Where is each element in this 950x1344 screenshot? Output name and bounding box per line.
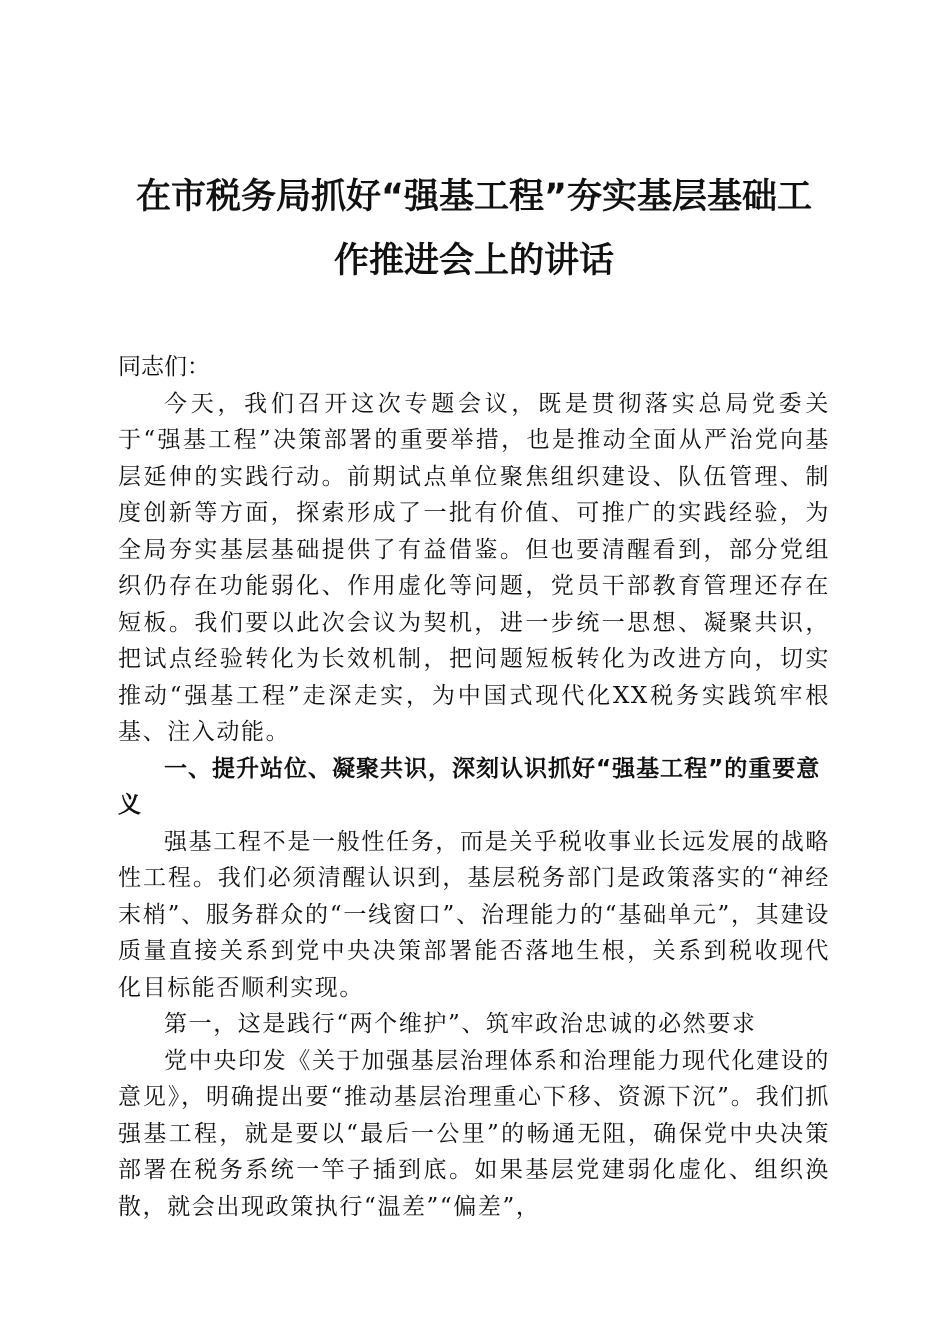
document-page — [118, 165, 830, 1225]
document-title — [118, 165, 830, 293]
paragraph-intro: 今天，我们召开这次专题会议，既是贯彻落实总局党委关于“强基工程”决策部署的重要举措，也是推动全面从严治党向基层延伸的实践行动。前期试点单位聚焦组织建设、队伍管理、制度创新等方面，探索形成了一批有价值、可推广的实践经验，为全局夯实基层基础提供了有益借鉴。但也要清醒看到，部分党组织仍存在功能弱化、作用虚化等问题，党员干部教育管理还存在短板。我们要以此次会议为契机，进一步统一思想、凝聚共识，把试点经验转化为长效机制，把问题短板转化为改进方向，切实推动“强基工程”走深走实，为中国式现代化XX税务实践筑牢根基、注入动能。 — [118, 390, 830, 745]
section-heading-1: 一、提升站位、凝聚共识，深刻认识抓好“强基工程”的重要意义 — [118, 755, 821, 818]
title-line-1: 在市税务局抓好“强基工程”夯实基层基础工 — [135, 177, 812, 217]
greeting: 同志们： — [118, 354, 210, 380]
subheading-first: 第一，这是践行“两个维护”、筑牢政治忠诚的必然要求 — [164, 1011, 757, 1037]
paragraph-significance: 强基工程不是一般性任务，而是关乎税收事业长远发展的战略性工程。我们必须清醒认识到，基层税务部门是政策落实的“神经末梢”、服务群众的“一线窗口”、治理能力的“基础单元”，其建设质量直接关系到党中央决策部署能否落地生根，关系到税收现代化目标能否顺利实现。 — [118, 828, 830, 1001]
title-line-2: 作推进会上的讲话 — [333, 241, 614, 281]
paragraph-first-detail: 党中央印发《关于加强基层治理体系和治理能力现代化建设的意见》，明确提出要“推动基层治理重心下移、资源下沉”。我们抓强基工程，就是要以“最后一公里”的畅通无阻，确保党中央决策部署在税务系统一竿子插到底。如果基层党建弱化虚化、组织涣散，就会出现政策执行“温差”“偏差”， — [118, 1047, 830, 1220]
